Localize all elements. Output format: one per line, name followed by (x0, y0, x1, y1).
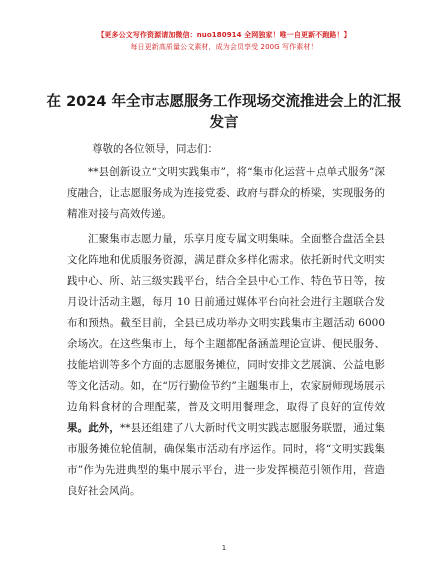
document-title: 在 2024 年全市志愿服务工作现场交流推进会上的汇报发言 (46, 94, 402, 131)
banner-line-1: 【更多公文写作资源请加微信：nuo180914 全网独家！唯一自更新不跑路！】 (97, 31, 351, 39)
paragraph-1: **县创新设立“文明实践集市”，将“集市化运营＋点单式服务”深度融合，让志愿服务成为连接党委、政府与群众的桥梁，实现服务的精准对接与高效传递。 (67, 166, 385, 220)
paragraph-2-part-b: **县还组建了八大新时代文明实践志愿服务联盟，通过集市服务摊位轮值制，确保集市活动有序运作。同时，将“文明实践集市”作为先进典型的集中展示平台，进一步发挥模范引领作用，营造良好社会风尚。 (67, 422, 386, 497)
paragraph-2 (67, 229, 385, 502)
page-number: 1 (221, 544, 227, 552)
document-body (67, 162, 385, 502)
paragraph-2-part-a: 汇聚集市志愿力量，乐享月度专属文明集味。全面整合盘活全县文化阵地和优质服务资源，满足群众多样化需求。依托新时代文明实践中心、所、站三级实践平台，结合全县中心工作、特色节日等，按月设计活动主题，每月 10 日前通过媒体平台向社会进行主题联合发布和预热。截至目前，全县已成功举办文明实践集市主题活动 6000 余场次。在这些集市上，每个主题都配备涵盖理论宣讲、便民服务、技能培训等多个方面的志愿服务摊位，同时安排文艺展演、公益电影等文化活动。如，在“厉行勤俭节约”主题集市上，农家厨师现场展示边角料食材的合理配菜，普及文明用餐理念，取得了良好的宣传效 (67, 233, 385, 413)
paragraph-2-bold: 果。此外， (67, 422, 121, 434)
greeting: 尊敬的各位领导，同志们： (92, 143, 218, 155)
banner-line-2: 每日更新高质量公文素材，成为会员享受 200G 写作素材！ (130, 43, 318, 51)
